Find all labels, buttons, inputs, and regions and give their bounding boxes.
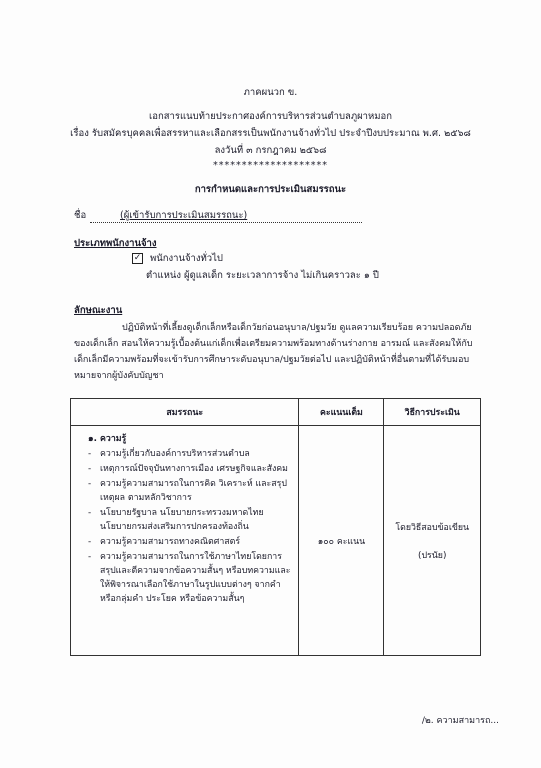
checkbox-icon[interactable]: ✓: [133, 253, 142, 263]
job-description-text: ปฏิบัติหน้าที่เลี้ยงดูเด็กเล็กหรือเด็กวัยก่อนอนุบาล/ปฐมวัย ดูแลความเรียบร้อย ความปลอดภัยของเด็กเล็ก สอนให้ความรู้เบื้องต้นแก่เด็กเพื่อเตรียมความพร้อมทางด้านร่างกาย อารมณ์ และสังคมให้กับเด็กเล็กมีความพร้อมที่จะเข้ารับการศึกษาระดับอนุบาล/ปฐมวัยต่อไป และปฏิบัติหน้าที่อื่นตามที่ได้รับมอบหมายจากผู้บังคับบัญชา: [74, 323, 473, 381]
employee-type-heading: ประเภทพนักงานจ้าง: [74, 238, 157, 249]
method-cell: [384, 426, 481, 656]
doc-date: ลงวันที่ ๓ กรกฎาคม ๒๕๖๘: [214, 145, 327, 156]
knowledge-list: [72, 447, 297, 613]
position-line: ตำแหน่ง ผู้ดูแลเด็ก ระยะเวลาการจ้าง ไม่เกินคราวละ ๑ ปี: [146, 270, 379, 281]
list-item: - เหตุการณ์ปัจจุบันทางการเมือง เศรษฐกิจและสังคม: [90, 462, 291, 476]
table-row: [71, 426, 481, 656]
continuation-note: /๒. ความสามารถ...: [421, 716, 499, 726]
annex-label: ภาคผนวก ข.: [243, 87, 298, 98]
doc-title-line2: เรื่อง รับสมัครบุคคลเพื่อสรรหาและเลือกสรรเป็นพนักงานจ้างทั่วไป ประจำปีงบประมาณ พ.ศ. ๒๕๖๘: [70, 128, 471, 139]
separator-stars: ********************: [213, 160, 328, 171]
header-competency: สมรรถนะ: [71, 399, 299, 426]
employee-type-option: พนักงานจ้างทั่วไป: [150, 253, 223, 264]
competency-table: [70, 398, 481, 656]
table-header-row: [71, 399, 481, 426]
header-full-score: คะแนนเต็ม: [299, 399, 384, 426]
job-description-heading: ลักษณะงาน: [74, 305, 123, 316]
score-cell: [299, 426, 384, 656]
method-line1: โดยวิธีสอบข้อเขียน: [395, 522, 470, 533]
name-label: ชื่อ: [74, 210, 87, 221]
list-item: - ความรู้ความสามารถในการคิด วิเคราะห์ และสรุปเหตุผล ตามหลักวิชาการ: [90, 477, 291, 505]
score-value: ๑๐๐ คะแนน: [317, 536, 366, 547]
method-line2: (ปรนัย): [418, 550, 447, 561]
list-item: - นโยบายรัฐบาล นโยบายกระทรวงมหาดไทย นโยบายกรมส่งเสริมการปกครองท้องถิ่น: [90, 506, 291, 534]
list-item: - ความรู้ความสามารถทางคณิตศาสตร์: [90, 535, 291, 549]
section-title: การกำหนดและการประเมินสมรรถนะ: [194, 184, 347, 195]
competency-section: ๑. ความรู้: [88, 434, 127, 444]
header-method: วิธีการประเมิน: [384, 399, 481, 426]
doc-title-line1: เอกสารแนบท้ายประกาศองค์การบริหารส่วนตำบลภูผาหมอก: [149, 111, 392, 122]
list-item: - ความรู้เกี่ยวกับองค์การบริหารส่วนตำบล: [90, 447, 291, 461]
list-item: - ความรู้ความสามารถในการใช้ภาษาไทยโดยการสรุปและตีความจากข้อความสั้นๆ หรือบทความและให้พิจารณาเลือกใช้ภาษาในรูปแบบต่างๆ จากคำหรือกลุ่มคำ ประโยค หรือข้อความสั้นๆ: [90, 550, 291, 606]
name-value: (ผู้เข้ารับการประเมินสมรรถนะ): [120, 210, 248, 221]
name-field: [90, 210, 362, 223]
competency-cell: [71, 426, 299, 656]
